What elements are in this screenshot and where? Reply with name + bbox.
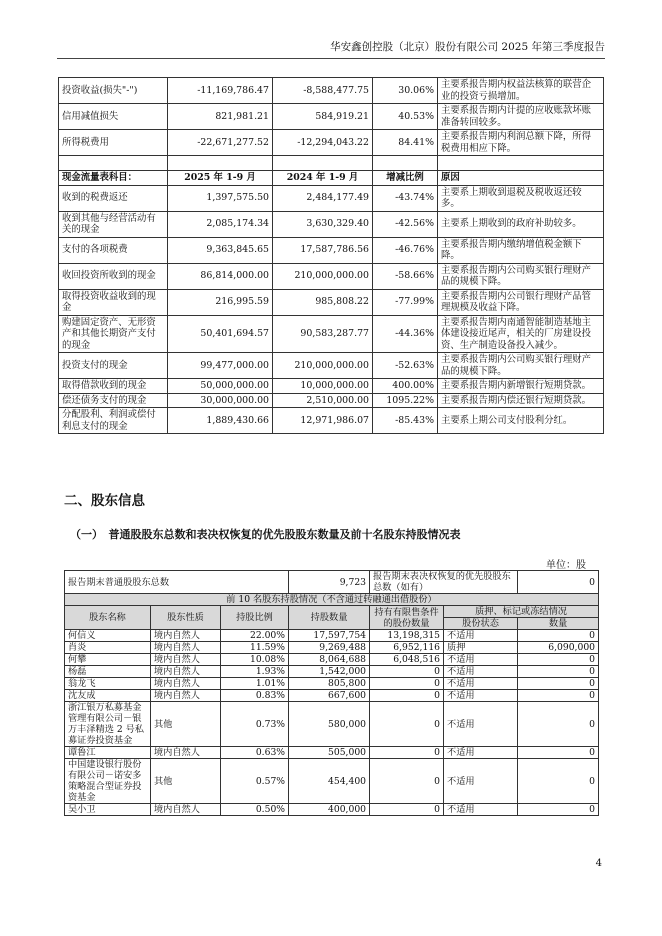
row-current: -22,671,277.52 <box>168 130 273 156</box>
row-previous: 90,583,287.77 <box>273 315 373 353</box>
row-previous: 210,000,000.00 <box>273 263 373 289</box>
spacer-cell <box>168 156 273 171</box>
shareholder-qty: 505,000 <box>289 747 370 759</box>
row-previous: 12,971,986.07 <box>273 408 373 434</box>
income-row <box>59 78 604 104</box>
shareholder-status: 不适用 <box>444 759 518 804</box>
shareholder-nature: 境内自然人 <box>151 678 221 690</box>
row-change: -85.43% <box>373 408 438 434</box>
row-current: 1,889,430.66 <box>168 408 273 434</box>
col-amount: 数量 <box>518 618 599 630</box>
shareholder-amount: 0 <box>518 804 599 816</box>
shareholder-amount: 0 <box>518 690 599 702</box>
shareholder-status: 不适用 <box>444 690 518 702</box>
shareholder-nature: 境内自然人 <box>151 747 221 759</box>
row-reason: 主要系报告期内公司银行理财产品管理规模及收益下降。 <box>438 289 604 315</box>
shareholder-amount: 0 <box>518 747 599 759</box>
row-item: 信用减值损失 <box>59 104 168 130</box>
cashflow-row <box>59 353 604 379</box>
shareholder-ratio: 11.59% <box>221 642 289 654</box>
row-current: 2,085,174.34 <box>168 211 273 237</box>
col-pledge: 质押、标记或冻结情况 <box>444 606 599 618</box>
row-reason: 主要系报告期内公司购买银行理财产品的规模下降。 <box>438 353 604 379</box>
spacer-cell <box>59 156 168 171</box>
row-item: 偿还债务支付的现金 <box>59 393 168 408</box>
shareholder-row <box>65 666 599 678</box>
shareholder-name: 沈友成 <box>65 690 151 702</box>
row-previous: 584,919.21 <box>273 104 373 130</box>
shareholder-nature: 境内自然人 <box>151 690 221 702</box>
shareholder-row <box>65 702 599 747</box>
cashflow-row <box>59 185 604 211</box>
shareholder-amount: 0 <box>518 678 599 690</box>
top10-title: 前 10 名股东持股情况（不含通过转融通出借股份） <box>65 594 599 606</box>
shareholder-amount: 0 <box>518 702 599 747</box>
shareholder-status: 不适用 <box>444 804 518 816</box>
unit-label: 单位：股 <box>546 560 586 571</box>
row-previous: 17,587,786.56 <box>273 237 373 263</box>
row-item: 收到的税费返还 <box>59 185 168 211</box>
cashflow-header-current: 2025 年 1-9 月 <box>168 171 273 186</box>
shareholder-restricted: 13,198,315 <box>370 630 444 642</box>
row-current: 50,401,694.57 <box>168 315 273 353</box>
row-reason: 主要系报告期内新增银行短期贷款。 <box>438 379 604 394</box>
shareholder-nature: 境内自然人 <box>151 804 221 816</box>
row-reason: 主要系报告期内权益法核算的联营企业的投资亏损增加。 <box>438 78 604 104</box>
cashflow-row <box>59 211 604 237</box>
cashflow-header-reason: 原因 <box>438 171 604 186</box>
row-current: 821,981.21 <box>168 104 273 130</box>
shareholder-ratio: 0.83% <box>221 690 289 702</box>
shareholder-status: 不适用 <box>444 666 518 678</box>
shareholder-ratio: 0.63% <box>221 747 289 759</box>
shareholder-restricted: 6,952,116 <box>370 642 444 654</box>
row-change: -43.74% <box>373 185 438 211</box>
cashflow-header-previous: 2024 年 1-9 月 <box>273 171 373 186</box>
row-item: 购建固定资产、无形资产和其他长期资产支付的现金 <box>59 315 168 353</box>
cashflow-row <box>59 237 604 263</box>
row-reason: 主要系报告期内缴纳增值税金额下降。 <box>438 237 604 263</box>
row-change: -77.99% <box>373 289 438 315</box>
row-previous: 10,000,000.00 <box>273 379 373 394</box>
shareholder-nature: 境内自然人 <box>151 654 221 666</box>
cashflow-row <box>59 263 604 289</box>
shareholder-restricted: 6,048,516 <box>370 654 444 666</box>
row-change: 40.53% <box>373 104 438 130</box>
row-previous: 2,510,000.00 <box>273 393 373 408</box>
income-row <box>59 104 604 130</box>
shareholder-restricted: 0 <box>370 747 444 759</box>
shareholder-status: 不适用 <box>444 702 518 747</box>
shareholder-row <box>65 654 599 666</box>
shareholder-ratio: 1.01% <box>221 678 289 690</box>
row-previous: -8,588,477.75 <box>273 78 373 104</box>
income-row <box>59 130 604 156</box>
spacer-cell <box>273 156 373 171</box>
row-item: 支付的各项税费 <box>59 237 168 263</box>
row-reason: 主要系报告期内南通智能制造基地主体建设接近尾声，相关的厂房建设投资、生产制造设备投入减少。 <box>438 315 604 353</box>
row-current: 9,363,845.65 <box>168 237 273 263</box>
section-title: 二、股东信息 <box>64 493 145 509</box>
row-change: 84.41% <box>373 130 438 156</box>
shareholder-restricted: 0 <box>370 690 444 702</box>
cashflow-row <box>59 408 604 434</box>
row-change: -58.66% <box>373 263 438 289</box>
row-item: 收回投资所收到的现金 <box>59 263 168 289</box>
row-previous: 2,484,177.49 <box>273 185 373 211</box>
shareholder-row <box>65 678 599 690</box>
shareholder-status: 不适用 <box>444 747 518 759</box>
shareholder-restricted: 0 <box>370 666 444 678</box>
row-item: 收到其他与经营活动有关的现金 <box>59 211 168 237</box>
shareholder-qty: 9,269,488 <box>289 642 370 654</box>
row-current: 99,477,000.00 <box>168 353 273 379</box>
cashflow-row <box>59 315 604 353</box>
shareholder-restricted: 0 <box>370 678 444 690</box>
shareholder-name: 吴小卫 <box>65 804 151 816</box>
common-holders-label: 报告期末普通股股东总数 <box>65 571 289 594</box>
row-reason: 主要系上期收到退税及税收返还较多。 <box>438 185 604 211</box>
shareholder-qty: 400,000 <box>289 804 370 816</box>
shareholder-ratio: 1.93% <box>221 666 289 678</box>
common-holders-value: 9,723 <box>289 571 370 594</box>
col-status: 股份状态 <box>444 618 518 630</box>
row-item: 取得投资收益收到的现金 <box>59 289 168 315</box>
shareholder-status: 不适用 <box>444 678 518 690</box>
row-previous: 210,000,000.00 <box>273 353 373 379</box>
row-reason: 主要系上期收到的政府补助较多。 <box>438 211 604 237</box>
shareholder-row <box>65 690 599 702</box>
row-current: 50,000,000.00 <box>168 379 273 394</box>
col-nature: 股东性质 <box>151 606 221 630</box>
spacer-row <box>59 156 604 171</box>
row-reason: 主要系报告期内利润总额下降，所得税费用相应下降。 <box>438 130 604 156</box>
row-change: -52.63% <box>373 353 438 379</box>
shareholder-qty: 1,542,000 <box>289 666 370 678</box>
row-change: -42.56% <box>373 211 438 237</box>
row-change: -46.76% <box>373 237 438 263</box>
row-reason: 主要系报告期内公司购买银行理财产品的规模下降。 <box>438 263 604 289</box>
col-name: 股东名称 <box>65 606 151 630</box>
shareholder-ratio: 10.08% <box>221 654 289 666</box>
shareholder-ratio: 0.50% <box>221 804 289 816</box>
cashflow-header-row <box>59 171 604 186</box>
col-ratio: 持股比例 <box>221 606 289 630</box>
shareholder-amount: 6,090,000 <box>518 642 599 654</box>
shareholder-name: 中国建设银行股份有限公司－诺安多策略混合型证券投资基金 <box>65 759 151 804</box>
shareholder-nature: 境内自然人 <box>151 666 221 678</box>
shareholder-qty: 580,000 <box>289 702 370 747</box>
shareholder-nature: 其他 <box>151 759 221 804</box>
shareholder-row <box>65 747 599 759</box>
shareholder-nature: 其他 <box>151 702 221 747</box>
summary-row <box>65 571 599 594</box>
row-current: 86,814,000.00 <box>168 263 273 289</box>
row-previous: 3,630,329.40 <box>273 211 373 237</box>
shareholder-status: 不适用 <box>444 654 518 666</box>
spacer-cell <box>438 156 604 171</box>
row-reason: 主要系报告期内计提的应收账款坏账准备转回较多。 <box>438 104 604 130</box>
row-change: 1095.22% <box>373 393 438 408</box>
shareholder-qty: 805,800 <box>289 678 370 690</box>
shareholder-name: 浙江银万私募基金管理有限公司－银万丰泽精选 2 号私募证券投资基金 <box>65 702 151 747</box>
row-change: 30.06% <box>373 78 438 104</box>
row-current: 30,000,000.00 <box>168 393 273 408</box>
col-qty: 持股数量 <box>289 606 370 630</box>
shareholder-name: 杨磊 <box>65 666 151 678</box>
financial-changes-table <box>58 77 604 434</box>
header-row-1 <box>65 606 599 618</box>
top10-title-row <box>65 594 599 606</box>
shareholder-name: 何攀 <box>65 654 151 666</box>
shareholder-amount: 0 <box>518 759 599 804</box>
cashflow-header-item: 现金流量表科目： <box>59 171 168 186</box>
col-restricted: 持有有限售条件的股份数量 <box>370 606 444 630</box>
shareholder-qty: 17,597,754 <box>289 630 370 642</box>
row-item: 投资收益(损失"-") <box>59 78 168 104</box>
cashflow-row <box>59 393 604 408</box>
shareholder-row <box>65 804 599 816</box>
shareholder-row <box>65 630 599 642</box>
shareholder-nature: 境内自然人 <box>151 630 221 642</box>
row-previous: 985,808.22 <box>273 289 373 315</box>
shareholder-name: 谭鲁江 <box>65 747 151 759</box>
shareholder-name: 肖炎 <box>65 642 151 654</box>
shareholder-ratio: 0.57% <box>221 759 289 804</box>
row-item: 取得借款收到的现金 <box>59 379 168 394</box>
shareholder-amount: 0 <box>518 666 599 678</box>
row-change: -44.36% <box>373 315 438 353</box>
shareholder-row <box>65 642 599 654</box>
row-current: 1,397,575.50 <box>168 185 273 211</box>
row-item: 所得税费用 <box>59 130 168 156</box>
pref-holders-label: 报告期末表决权恢复的优先股股东总数（如有） <box>370 571 518 594</box>
cashflow-row <box>59 379 604 394</box>
shareholder-qty: 667,600 <box>289 690 370 702</box>
row-previous: -12,294,043.22 <box>273 130 373 156</box>
shareholder-amount: 0 <box>518 630 599 642</box>
shareholder-name: 何信义 <box>65 630 151 642</box>
row-current: 216,995.59 <box>168 289 273 315</box>
shareholder-status: 质押 <box>444 642 518 654</box>
shareholder-qty: 8,064,688 <box>289 654 370 666</box>
shareholder-amount: 0 <box>518 654 599 666</box>
shareholder-restricted: 0 <box>370 759 444 804</box>
shareholder-row <box>65 759 599 804</box>
report-header: 华安鑫创控股（北京）股份有限公司 2025 年第三季度报告 <box>57 38 605 59</box>
row-item: 投资支付的现金 <box>59 353 168 379</box>
shareholder-qty: 454,400 <box>289 759 370 804</box>
pref-holders-value: 0 <box>518 571 599 594</box>
row-current: -11,169,786.47 <box>168 78 273 104</box>
row-item: 分配股利、利润或偿付利息支付的现金 <box>59 408 168 434</box>
shareholder-name: 翁龙飞 <box>65 678 151 690</box>
shareholders-table <box>64 570 599 816</box>
shareholder-status: 不适用 <box>444 630 518 642</box>
shareholder-ratio: 22.00% <box>221 630 289 642</box>
row-reason: 主要系上期公司支付股利分红。 <box>438 408 604 434</box>
row-change: 400.00% <box>373 379 438 394</box>
shareholder-nature: 境内自然人 <box>151 642 221 654</box>
cashflow-row <box>59 289 604 315</box>
row-reason: 主要系报告期内偿还银行短期贷款。 <box>438 393 604 408</box>
spacer-cell <box>373 156 438 171</box>
sub-title: （一） 普通股股东总数和表决权恢复的优先股股东数量及前十名股东持股情况表 <box>70 528 461 541</box>
shareholder-ratio: 0.73% <box>221 702 289 747</box>
page-number: 4 <box>595 858 602 869</box>
cashflow-header-change: 增减比例 <box>373 171 438 186</box>
shareholder-restricted: 0 <box>370 702 444 747</box>
shareholder-restricted: 0 <box>370 804 444 816</box>
